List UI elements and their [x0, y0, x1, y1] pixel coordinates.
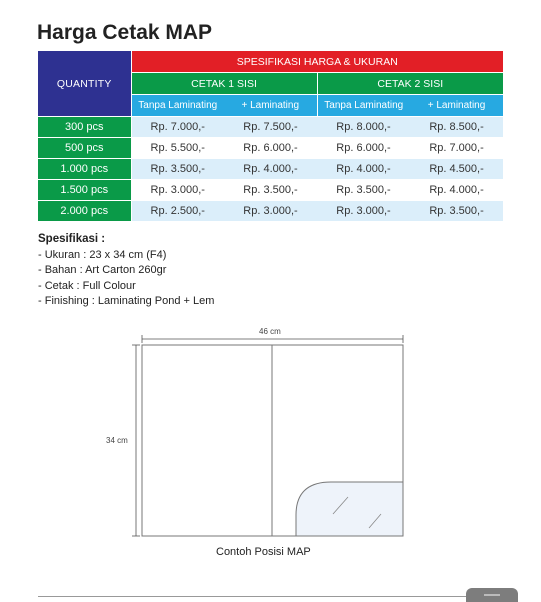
price-cell: Rp. 3.500,- — [131, 159, 224, 180]
table-row — [38, 159, 503, 180]
lam-header: + Laminating — [410, 95, 503, 117]
quantity-cell: 2.000 pcs — [38, 201, 131, 222]
spec-section — [38, 232, 214, 310]
price-cell: Rp. 7.000,- — [410, 138, 503, 159]
price-cell: Rp. 4.000,- — [224, 159, 317, 180]
spec-item: - Finishing : Laminating Pond + Lem — [38, 295, 215, 307]
side-header-2: CETAK 2 SISI — [317, 73, 503, 95]
price-cell: Rp. 3.000,- — [224, 201, 317, 222]
price-cell: Rp. 7.500,- — [224, 117, 317, 138]
lam-header: Tanpa Laminating — [317, 95, 410, 117]
spec-title: Spesifikasi : — [38, 233, 106, 245]
spec-item: - Bahan : Art Carton 260gr — [38, 264, 167, 276]
lam-header: + Laminating — [224, 95, 317, 117]
price-cell: Rp. 5.500,- — [131, 138, 224, 159]
pocket-slit — [333, 497, 348, 514]
table-row — [38, 138, 503, 159]
width-label: 46 cm — [259, 327, 281, 336]
price-cell: Rp. 3.000,- — [317, 201, 410, 222]
table-row — [38, 117, 503, 138]
quantity-cell: 500 pcs — [38, 138, 131, 159]
quantity-cell: 1.500 pcs — [38, 180, 131, 201]
price-cell: Rp. 4.000,- — [410, 180, 503, 201]
price-cell: Rp. 4.000,- — [317, 159, 410, 180]
spec-item: - Cetak : Full Colour — [38, 279, 136, 292]
price-cell: Rp. 2.500,- — [131, 201, 224, 222]
height-label: 34 cm — [106, 436, 128, 445]
footer-divider — [38, 596, 518, 597]
price-cell: Rp. 6.000,- — [224, 138, 317, 159]
quantity-header: QUANTITY — [38, 51, 131, 117]
table-row — [38, 180, 503, 201]
price-cell: Rp. 8.000,- — [317, 117, 410, 138]
grip-icon — [484, 594, 500, 596]
folder-outline — [142, 345, 403, 536]
spec-header: SPESIFIKASI HARGA & UKURAN — [131, 51, 503, 73]
price-cell: Rp. 6.000,- — [317, 138, 410, 159]
price-cell: Rp. 3.500,- — [317, 180, 410, 201]
spec-item: - Ukuran : 23 x 34 cm (F4) — [38, 248, 167, 261]
price-cell: Rp. 8.500,- — [410, 117, 503, 138]
price-cell: Rp. 4.500,- — [410, 159, 503, 180]
table-row — [38, 201, 503, 222]
quantity-cell: 300 pcs — [38, 117, 131, 138]
page-title: Harga Cetak MAP — [37, 21, 213, 44]
pocket-slit — [369, 514, 381, 528]
price-cell: Rp. 3.500,- — [410, 201, 503, 222]
price-cell: Rp. 3.000,- — [131, 180, 224, 201]
price-cell: Rp. 7.000,- — [131, 117, 224, 138]
diagram-caption: Contoh Posisi MAP — [216, 546, 311, 558]
price-cell: Rp. 3.500,- — [224, 180, 317, 201]
lam-header: Tanpa Laminating — [131, 95, 224, 117]
folder-pocket — [296, 482, 403, 536]
quantity-cell: 1.000 pcs — [38, 159, 131, 180]
price-table — [38, 51, 503, 221]
side-header-1: CETAK 1 SISI — [131, 73, 317, 95]
